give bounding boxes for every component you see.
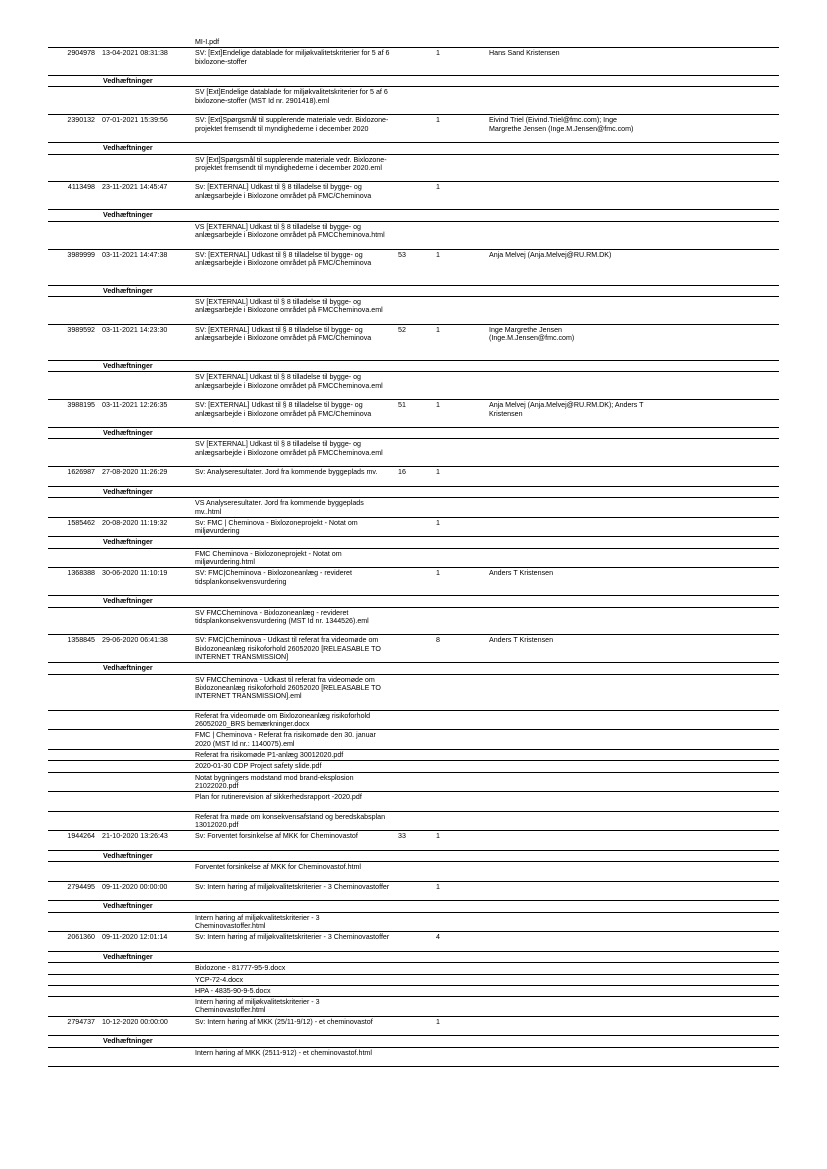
timestamp: 03-11-2021 14:47:38 bbox=[102, 250, 168, 259]
attachment-count: 1 bbox=[436, 401, 440, 410]
attachments-header-row bbox=[48, 596, 779, 607]
attachments-label: Vedhæftninger bbox=[103, 1037, 153, 1046]
message-row bbox=[48, 115, 779, 143]
document-id: 2794495 bbox=[67, 882, 95, 891]
attachment-filename: Forventet forsinkelse af MKK for Cheminovastof.html bbox=[195, 863, 361, 872]
timestamp: 03-11-2021 14:23:30 bbox=[102, 325, 168, 334]
recipients: Inge Margrethe Jensen (Inge.M.Jensen@fmc.com) bbox=[489, 325, 575, 343]
attachment-row bbox=[48, 711, 779, 731]
attachment-filename: YCP-72-4.docx bbox=[195, 975, 244, 984]
attachment-filename: SV [Ext]Endelige datablade for miljøkvalitetskriterier for 5 af 6 bixlozone-stoffer (MST Id nr. 2901418).eml bbox=[195, 88, 388, 105]
message-row bbox=[48, 250, 779, 286]
attachment-filename: VS Analyseresultater. Jord fra kommende byggeplads mv..html bbox=[195, 499, 364, 516]
attachments-header-row bbox=[48, 537, 779, 548]
attachment-row bbox=[48, 730, 779, 750]
attachment-row bbox=[48, 963, 779, 974]
subject: SV: [EXTERNAL] Udkast til § 8 tilladelse til bygge- og anlægsarbejde i Bixlozone området på FMC/Cheminova bbox=[195, 325, 372, 343]
attachments-label: Vedhæftninger bbox=[103, 902, 153, 911]
attachments-header-row bbox=[48, 901, 779, 912]
timestamp: 20-08-2020 11:19:32 bbox=[102, 518, 168, 527]
attachment-filename: Plan for rutinerevision af sikkerhedsrapport -2020.pdf bbox=[195, 793, 362, 802]
attachment-filename: FMC | Cheminova - Referat fra risikomøde den 30. januar 2020 (MST Id nr.: 1140075).eml bbox=[195, 731, 376, 748]
timestamp: 29-06-2020 06:41:38 bbox=[102, 636, 168, 645]
document-id: 1368388 bbox=[67, 569, 95, 578]
attachment-row bbox=[48, 87, 779, 115]
attachment-count: 1 bbox=[436, 832, 440, 841]
subject: Sv: Intern høring af miljøkvalitetskriterier - 3 Cheminovastoffer bbox=[195, 882, 390, 891]
attachments-label: Vedhæftninger bbox=[103, 77, 153, 86]
document-id: 4113498 bbox=[67, 183, 95, 192]
document-id: 3989592 bbox=[67, 325, 95, 334]
attachments-header-row bbox=[48, 428, 779, 439]
attachment-count: 1 bbox=[436, 183, 440, 192]
recipients: Anders T Kristensen bbox=[489, 636, 554, 645]
attachments-header-row bbox=[48, 286, 779, 297]
reference-count: 52 bbox=[398, 325, 406, 334]
reference-count: 53 bbox=[398, 250, 406, 259]
attachments-label: Vedhæftninger bbox=[103, 851, 153, 860]
document-id: 1626987 bbox=[67, 468, 95, 477]
attachments-label: Vedhæftninger bbox=[103, 538, 153, 547]
subject: SV: FMC|Cheminova - Udkast til referat fra videomøde om Bixlozoneanlæg risikoforhold 26052020 [RELEASABLE TO INTERNET TRANSMISSION] bbox=[195, 636, 381, 661]
attachment-filename: Referat fra risikomøde P1-anlæg 30012020.pdf bbox=[195, 750, 344, 759]
message-row bbox=[48, 182, 779, 210]
attachment-row bbox=[48, 222, 779, 250]
attachment-row bbox=[48, 986, 779, 997]
attachment-count: 4 bbox=[436, 933, 440, 942]
attachment-count: 1 bbox=[436, 468, 440, 477]
attachments-header-row bbox=[48, 361, 779, 372]
attachment-count: 1 bbox=[436, 116, 440, 125]
attachment-count: 1 bbox=[436, 325, 440, 334]
message-row bbox=[48, 932, 779, 952]
message-row bbox=[48, 48, 779, 76]
attachment-row bbox=[48, 997, 779, 1017]
subject: Sv: FMC | Cheminova - Bixlozoneprojekt - Notat om miljøvurdering bbox=[195, 518, 358, 536]
attachments-label: Vedhæftninger bbox=[103, 286, 153, 295]
attachment-count: 1 bbox=[436, 882, 440, 891]
subject: SV: [Ext]Spørgsmål til supplerende materiale vedr. Bixlozone-projektet fremsendt til myndighederne i december 2020 bbox=[195, 116, 389, 133]
attachments-header-row bbox=[48, 210, 779, 221]
document-id: 2390132 bbox=[67, 116, 95, 125]
attachment-filename: Notat bygningers modstand mod brand-eksplosion 21022020.pdf bbox=[195, 773, 354, 790]
attachments-header-row bbox=[48, 663, 779, 674]
document-id: 1944264 bbox=[67, 832, 95, 841]
attachment-row bbox=[48, 862, 779, 882]
attachments-header-row bbox=[48, 487, 779, 498]
attachments-header-row bbox=[48, 952, 779, 963]
attachment-row bbox=[48, 1048, 779, 1068]
attachment-row bbox=[48, 549, 779, 569]
message-row bbox=[48, 325, 779, 361]
attachment-count: 1 bbox=[436, 569, 440, 578]
timestamp: 10-12-2020 00:00:00 bbox=[102, 1017, 168, 1026]
attachment-row bbox=[48, 913, 779, 933]
recipients: Anja Melvej (Anja.Melvej@RU.RM.DK) bbox=[489, 250, 612, 259]
attachments-label: Vedhæftninger bbox=[103, 664, 153, 673]
subject: SV: [EXTERNAL] Udkast til § 8 tilladelse til bygge- og anlægsarbejde i Bixlozone området på FMC/Cheminova bbox=[195, 250, 372, 267]
subject: SV: [EXTERNAL] Udkast til § 8 tilladelse til bygge- og anlægsarbejde i Bixlozone området på FMC/Cheminova bbox=[195, 401, 372, 418]
attachment-row bbox=[48, 439, 779, 467]
recipients: Eivind Triel (Eivind.Triel@fmc.com); Inge Margrethe Jensen (Inge.M.Jensen@fmc.com) bbox=[489, 116, 634, 133]
attachment-filename: VS [EXTERNAL] Udkast til § 8 tilladelse til bygge- og anlægsarbejde i Bixlozone området på FMCCheminova.html bbox=[195, 222, 385, 239]
timestamp: 09-11-2020 00:00:00 bbox=[102, 882, 168, 891]
attachment-filename: SV [EXTERNAL] Udkast til § 8 tilladelse til bygge- og anlægsarbejde i Bixlozone området på FMCCheminova.eml bbox=[195, 298, 383, 315]
attachments-label: Vedhæftninger bbox=[103, 597, 153, 606]
attachments-header-row bbox=[48, 76, 779, 87]
subject: Sv: Intern høring af MKK (25/11-9/12) - et cheminovastof bbox=[195, 1017, 373, 1026]
timestamp: 09-11-2020 12:01:14 bbox=[102, 933, 168, 942]
message-row bbox=[48, 400, 779, 428]
attachment-row bbox=[48, 498, 779, 518]
recipients: Hans Sand Kristensen bbox=[489, 49, 560, 58]
recipients: Anja Melvej (Anja.Melvej@RU.RM.DK); Anders T Kristensen bbox=[489, 401, 644, 418]
timestamp: 23-11-2021 14:45:47 bbox=[102, 183, 168, 192]
attachment-row bbox=[48, 37, 779, 48]
timestamp: 27-08-2020 11:26:29 bbox=[102, 468, 168, 477]
message-row bbox=[48, 518, 779, 538]
subject: SV: [Ext]Endelige datablade for miljøkvalitetskriterier for 5 af 6 bixlozone-stoffer bbox=[195, 49, 390, 66]
attachment-row bbox=[48, 372, 779, 400]
attachment-filename: SV [EXTERNAL] Udkast til § 8 tilladelse til bygge- og anlægsarbejde i Bixlozone området på FMCCheminova.eml bbox=[195, 373, 383, 390]
attachment-row bbox=[48, 975, 779, 986]
attachments-label: Vedhæftninger bbox=[103, 362, 153, 371]
attachments-label: Vedhæftninger bbox=[103, 144, 153, 153]
attachment-filename: Intern høring af MKK (2511-912) - et cheminovastof.html bbox=[195, 1048, 372, 1057]
message-row bbox=[48, 467, 779, 487]
attachments-label: Vedhæftninger bbox=[103, 487, 153, 496]
document-id: 3988195 bbox=[67, 401, 95, 410]
attachment-row bbox=[48, 297, 779, 325]
subject: Sv: Intern høring af miljøkvalitetskriterier - 3 Cheminovastoffer bbox=[195, 933, 390, 942]
timestamp: 03-11-2021 12:26:35 bbox=[102, 401, 168, 410]
attachment-filename: Bixlozone - 81777-95-9.docx bbox=[195, 964, 286, 973]
attachment-filename: Intern høring af miljøkvalitetskriterier - 3 Cheminovastoffer.html bbox=[195, 998, 320, 1015]
attachment-row bbox=[48, 750, 779, 761]
document-id: 1585462 bbox=[67, 518, 95, 527]
attachment-row bbox=[48, 761, 779, 772]
attachment-row bbox=[48, 155, 779, 183]
attachment-row bbox=[48, 812, 779, 832]
reference-count: 51 bbox=[398, 401, 406, 410]
attachments-label: Vedhæftninger bbox=[103, 211, 153, 220]
attachment-filename: SV FMCCheminova - Udkast til referat fra videomøde om Bixlozoneanlæg risikoforhold 26052020 [RELEASABLE TO INTERNET TRANSMISSION].eml bbox=[195, 675, 381, 701]
message-row bbox=[48, 831, 779, 851]
attachment-row bbox=[48, 675, 779, 711]
document-id: 2061360 bbox=[67, 933, 95, 942]
attachment-count: 1 bbox=[436, 1017, 440, 1026]
subject: Sv: Forventet forsinkelse af MKK for Cheminovastof bbox=[195, 832, 358, 841]
attachment-filename: SV FMCCheminova - Bixlozoneanlæg - revideret tidsplankonsekvensvurdering (MST Id nr. 1344526).eml bbox=[195, 608, 369, 625]
attachments-header-row bbox=[48, 851, 779, 862]
recipients: Anders T Kristensen bbox=[489, 569, 554, 578]
reference-count: 33 bbox=[398, 832, 406, 841]
attachment-filename: 2020-01-30 CDP Project safety slide.pdf bbox=[195, 762, 322, 771]
attachment-filename: SV [Ext]Spørgsmål til supplerende materiale vedr. Bixlozone-projektet fremsendt til myndighederne i december 2020.eml bbox=[195, 155, 387, 172]
document-id: 3989999 bbox=[67, 250, 95, 259]
attachment-row bbox=[48, 773, 779, 793]
attachment-filename: Referat fra møde om konsekvensafstand og beredskabsplan 13012020.pdf bbox=[195, 812, 386, 830]
subject: Sv: [EXTERNAL] Udkast til § 8 tilladelse til bygge- og anlægsarbejde i Bixlozone området på FMC/Cheminova bbox=[195, 183, 372, 200]
timestamp: 13-04-2021 08:31:38 bbox=[102, 49, 168, 58]
attachment-count: 1 bbox=[436, 49, 440, 58]
document-id: 1358845 bbox=[67, 636, 95, 645]
attachments-header-row bbox=[48, 1036, 779, 1047]
reference-count: 16 bbox=[398, 468, 406, 477]
attachments-label: Vedhæftninger bbox=[103, 429, 153, 438]
document-id: 2904978 bbox=[67, 49, 95, 58]
message-row bbox=[48, 635, 779, 663]
document-id: 2794737 bbox=[67, 1017, 95, 1026]
attachment-filename: SV [EXTERNAL] Udkast til § 8 tilladelse til bygge- og anlægsarbejde i Bixlozone området på FMCCheminova.eml bbox=[195, 440, 383, 457]
attachments-header-row bbox=[48, 143, 779, 154]
attachment-filename: HPA - 4835-90-9-5.docx bbox=[195, 986, 271, 995]
attachment-filename: Referat fra videomøde om Bixlozoneanlæg risikoforhold 26052020_BRS bemærkninger.docx bbox=[195, 711, 371, 729]
attachments-label: Vedhæftninger bbox=[103, 952, 153, 961]
attachment-row bbox=[48, 608, 779, 636]
attachment-count: 1 bbox=[436, 518, 440, 527]
attachment-filename: FMC Cheminova - Bixlozoneprojekt - Notat om miljøvurdering.html bbox=[195, 549, 342, 567]
timestamp: 07-01-2021 15:39:56 bbox=[102, 116, 168, 125]
message-row bbox=[48, 1017, 779, 1037]
document-table bbox=[48, 37, 779, 1067]
message-row bbox=[48, 568, 779, 596]
message-row bbox=[48, 882, 779, 902]
subject: SV: FMC|Cheminova - Bixlozoneanlæg - revideret tidsplankonsekvensvurdering bbox=[195, 569, 352, 586]
timestamp: 30-06-2020 11:10:19 bbox=[102, 569, 168, 578]
attachment-count: 8 bbox=[436, 636, 440, 645]
timestamp: 21-10-2020 13:26:43 bbox=[102, 832, 168, 841]
attachment-filename: Intern høring af miljøkvalitetskriterier - 3 Cheminovastoffer.html bbox=[195, 913, 320, 931]
attachment-filename: MI-I.pdf bbox=[195, 38, 220, 46]
subject: Sv: Analyseresultater. Jord fra kommende byggeplads mv. bbox=[195, 468, 378, 477]
attachment-row bbox=[48, 792, 779, 812]
attachment-count: 1 bbox=[436, 250, 440, 259]
